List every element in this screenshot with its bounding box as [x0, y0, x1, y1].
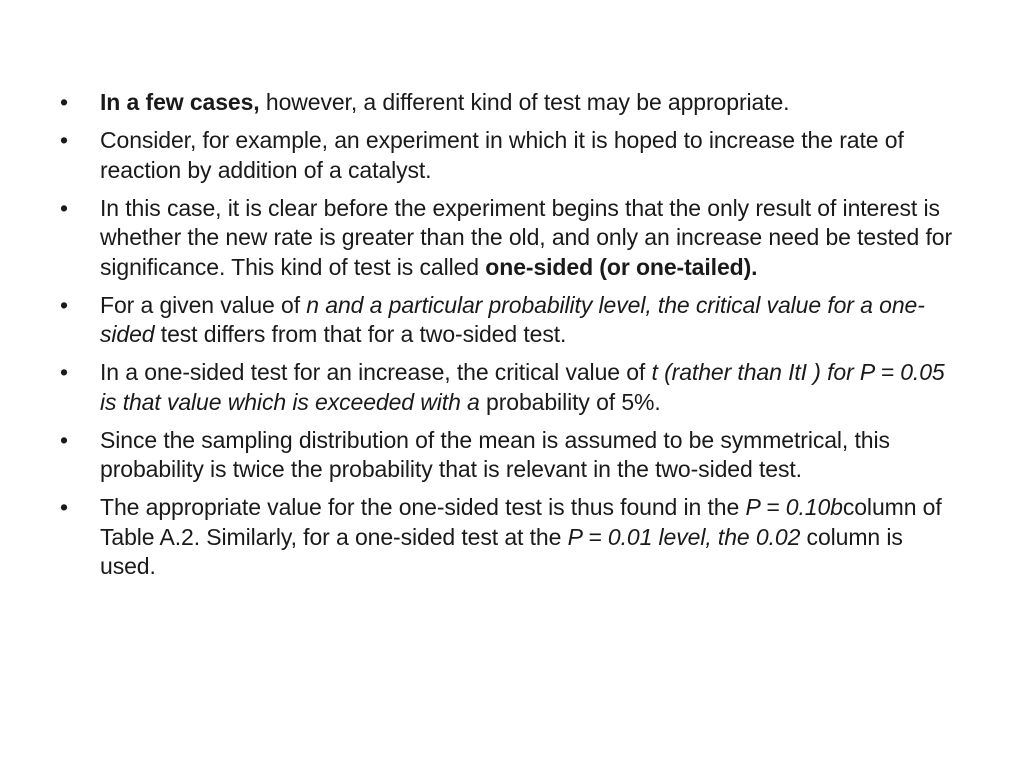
bullet-dot-icon: •	[60, 194, 68, 221]
bullet-text: In this case, it is clear before the experiment begins that the only result of interest is whether the new rate is greater than the old, and only an increase need be tested for significance. This kind of test is called	[100, 194, 953, 280]
bullet-item	[60, 88, 960, 118]
bullet-text: column is used.	[100, 523, 903, 579]
bullet-text-italic: P = 0.01 level, the 0.02	[567, 523, 801, 550]
bullet-text: Since the sampling distribution of the mean is assumed to be symmetrical, this probability is twice the probability that is relevant in the two-sided test.	[100, 426, 890, 482]
bullet-text: For a given value of	[100, 291, 307, 318]
bullet-dot-icon: •	[60, 291, 68, 318]
bullet-dot-icon: •	[60, 494, 68, 520]
bullet-dot-icon: •	[60, 426, 68, 453]
bullet-item	[60, 493, 960, 582]
bullet-text-italic: t (rather than ItI ) for P = 0.05 is that value which is exceeded with a	[100, 359, 945, 415]
bullet-item	[60, 358, 960, 417]
bullet-text: however, a different kind of test may be appropriate.	[259, 89, 790, 115]
bullet-item	[60, 194, 960, 283]
bullet-item	[60, 291, 960, 350]
bullet-text: probability of 5%.	[479, 388, 661, 415]
bullet-text-italic: P = 0.10b	[745, 494, 843, 520]
bullet-text: test differs from that for a two-sided test.	[154, 321, 567, 347]
bullet-list	[60, 88, 960, 590]
bullet-text: Consider, for example, an experiment in which it is hoped to increase the rate of reaction by addition of a catalyst.	[100, 127, 904, 183]
bullet-text-italic: n and a particular probability level, the critical value for a one-sided	[100, 291, 925, 347]
bullet-text: In a one-sided test for an increase, the critical value of	[100, 359, 652, 385]
bullet-text: The appropriate value for the one-sided test is thus found in the	[100, 494, 746, 520]
bullet-dot-icon: •	[60, 89, 68, 115]
bullet-dot-icon: •	[60, 127, 68, 153]
bullet-text: column of Table A.2. Similarly, for a one-sided test at the	[100, 494, 942, 550]
bullet-item	[60, 126, 960, 185]
bullet-text-bold: one-sided (or one-tailed).	[485, 253, 758, 280]
bullet-item	[60, 426, 960, 485]
bullet-text-bold: In a few cases,	[100, 89, 260, 115]
bullet-dot-icon: •	[60, 359, 68, 385]
